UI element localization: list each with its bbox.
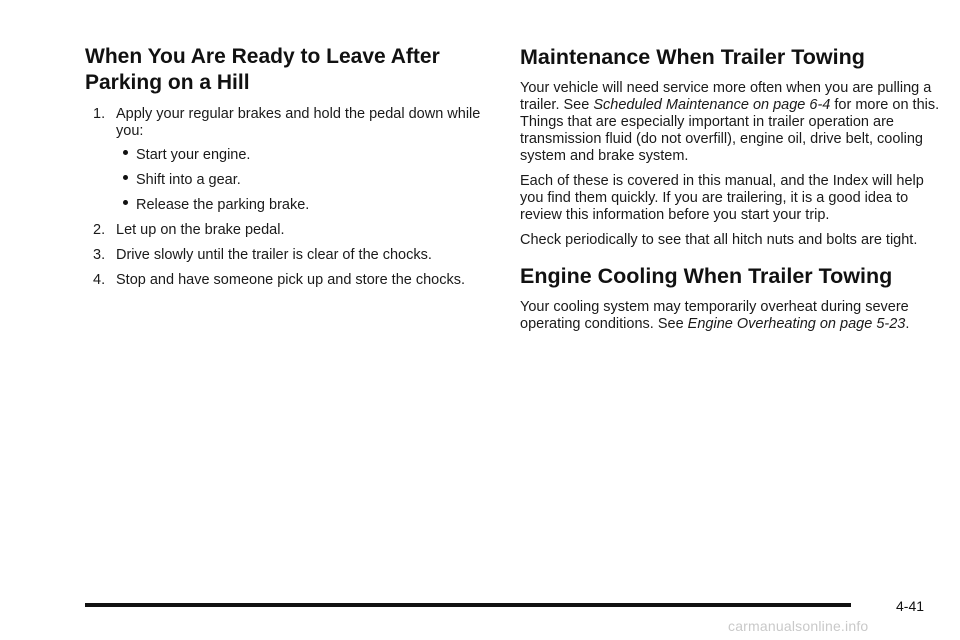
step-item bbox=[85, 272, 495, 289]
step-item bbox=[85, 106, 495, 214]
step-item bbox=[85, 222, 495, 239]
bullet-text: Start your engine. bbox=[136, 147, 251, 163]
section-heading-cooling: Engine Cooling When Trailer Towing bbox=[520, 264, 893, 288]
bullet-item bbox=[116, 197, 495, 214]
bullet-item bbox=[116, 147, 495, 164]
step-text: Drive slowly until the trailer is clear of the chocks. bbox=[116, 247, 432, 263]
bullet-item bbox=[116, 172, 495, 189]
step-text: Let up on the brake pedal. bbox=[116, 222, 285, 238]
paragraph-text: Your cooling system may temporarily overheat during severe operating conditions. See bbox=[520, 299, 909, 332]
bullet-icon bbox=[123, 175, 128, 180]
maintenance-paragraph-3: Check periodically to see that all hitch nuts and bolts are tight. bbox=[520, 232, 918, 248]
step-item bbox=[85, 247, 495, 264]
cooling-section bbox=[520, 263, 940, 333]
step-text: Apply your regular brakes and hold the pedal down while you: bbox=[116, 106, 481, 139]
footer-rule bbox=[85, 603, 851, 607]
paragraph-text: Your vehicle will need service more often when you are pulling a trailer. See bbox=[520, 80, 932, 113]
maintenance-paragraph-2: Each of these is covered in this manual, and the Index will help you find them quickly. If you are trailering, it is a good idea to review this information before you start your trip. bbox=[520, 173, 924, 223]
right-column bbox=[520, 44, 940, 333]
bullet-icon bbox=[123, 200, 128, 205]
bullet-icon bbox=[123, 150, 128, 155]
maintenance-paragraph-1 bbox=[520, 80, 940, 165]
cross-reference: Scheduled Maintenance on page 6-4 bbox=[593, 97, 831, 113]
watermark: carmanualsonline.info bbox=[728, 618, 869, 634]
steps-list bbox=[85, 106, 495, 289]
step-number: 3. bbox=[93, 247, 106, 263]
step-number: 2. bbox=[93, 222, 106, 238]
section-heading-leave-hill: When You Are Ready to Leave After Parking on a Hill bbox=[85, 45, 440, 94]
left-column bbox=[85, 44, 495, 297]
section-heading-maintenance: Maintenance When Trailer Towing bbox=[520, 45, 865, 69]
step-number: 1. bbox=[93, 106, 106, 122]
page-number: 4-41 bbox=[896, 598, 925, 614]
bullet-text: Release the parking brake. bbox=[136, 197, 310, 213]
cross-reference: Engine Overheating on page 5-23 bbox=[687, 316, 906, 332]
bullet-text: Shift into a gear. bbox=[136, 172, 241, 188]
cooling-paragraph-1 bbox=[520, 299, 940, 333]
step-text: Stop and have someone pick up and store the chocks. bbox=[116, 272, 466, 288]
bullet-list bbox=[116, 147, 495, 214]
step-number: 4. bbox=[93, 272, 106, 288]
paragraph-text: . bbox=[905, 316, 910, 332]
paragraph-text: for more on this. Things that are especially important in trailer operation are transmission fluid (do not overfill), engine oil, drive belt, cooling system and brake system. bbox=[520, 97, 940, 164]
